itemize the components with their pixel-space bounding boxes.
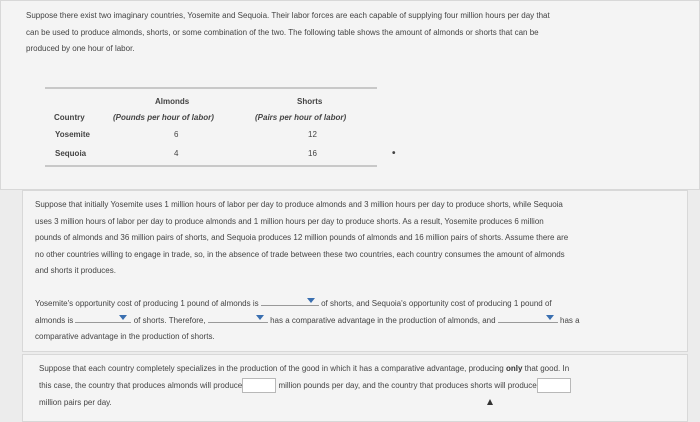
row-almonds-yosemite: 6 (174, 130, 179, 139)
shorts-quantity-input[interactable] (537, 378, 571, 393)
q2-text-2: that good. In (524, 364, 570, 373)
mouse-cursor-icon (487, 399, 493, 405)
scenario-line-3: pounds of almonds and 36 million pairs of shorts, and Sequoia produces 12 million pounds of almonds and 16 million pairs of shorts. Assume there are (35, 233, 569, 242)
q1-text-2: of shorts, and Sequoia's opportunity cost of producing 1 pound of (321, 299, 552, 308)
q1-text-6: has a (560, 316, 580, 325)
q2-text-5: million pairs per day. (39, 398, 112, 407)
table-bottom-rule (45, 165, 377, 167)
intro-line-2: can be used to produce almonds, shorts, or some combination of the two. The following table shows the amount of almonds or shorts that can be (26, 27, 539, 37)
q2-text-3: this case, the country that produces almonds will produce (39, 381, 243, 390)
table-top-rule (45, 87, 377, 89)
scenario-line-4: no other countries willing to engage in trade, so, in the absence of trade between these two countries, each country consumes the amount of almonds (35, 249, 565, 259)
scenario-line-2: uses 3 million hours of labor per day to produce almonds and 1 million hours per day to produce shorts. As a result, Yosemite produces 6 million (35, 216, 544, 226)
table-dot-icon: • (392, 148, 396, 159)
q1-text-5: has a comparative advantage in the production of almonds, and (270, 316, 496, 325)
almonds-quantity-input[interactable] (242, 378, 276, 393)
scenario-line-5: and shorts it produces. (35, 266, 116, 275)
question-1 (35, 295, 580, 345)
intro-line-3: produced by one hour of labor. (26, 44, 135, 53)
almonds-advantage-dropdown[interactable] (208, 312, 268, 323)
chevron-down-icon (119, 315, 127, 320)
q1-text-4: of shorts. Therefore, (133, 316, 206, 325)
scenario-line-1: Suppose that initially Yosemite uses 1 million hours of labor per day to produce almonds and 3 million hours per day to produce shorts, while Sequoia (35, 200, 563, 209)
col-header-almonds: Almonds (155, 97, 190, 106)
col-unit-shorts: (Pairs per hour of labor) (255, 113, 347, 122)
intro-text (26, 8, 550, 58)
row-shorts-yosemite: 12 (308, 130, 317, 139)
scenario-text (35, 197, 568, 280)
q2-text-1: Suppose that each country completely specializes in the production of the good in which it has a comparative advantage, producing (39, 364, 504, 373)
yosemite-opportunity-cost-dropdown[interactable] (261, 295, 319, 306)
chevron-down-icon (256, 315, 264, 320)
row-country-sequoia: Sequoia (55, 149, 87, 158)
q2-emphasis-only: only (505, 364, 523, 373)
q1-text-7: comparative advantage in the production of shorts. (35, 332, 215, 341)
col-header-country: Country (54, 113, 85, 122)
row-shorts-sequoia: 16 (308, 149, 317, 158)
chevron-down-icon (307, 298, 315, 303)
col-header-shorts: Shorts (297, 97, 323, 106)
row-almonds-sequoia: 4 (174, 149, 179, 158)
sequoia-opportunity-cost-dropdown[interactable] (75, 312, 131, 323)
q1-text-3: almonds is (35, 316, 74, 325)
col-unit-almonds: (Pounds per hour of labor) (113, 113, 214, 122)
shorts-advantage-dropdown[interactable] (498, 312, 558, 323)
chevron-down-icon (546, 315, 554, 320)
q2-text-4: million pounds per day, and the country that produces shorts will produce (278, 381, 537, 390)
intro-line-1: Suppose there exist two imaginary countries, Yosemite and Sequoia. Their labor forces are each capable of supplying four million hours per day that (26, 11, 550, 20)
row-country-yosemite: Yosemite (55, 130, 90, 139)
q1-text-1: Yosemite's opportunity cost of producing 1 pound of almonds is (35, 299, 259, 308)
